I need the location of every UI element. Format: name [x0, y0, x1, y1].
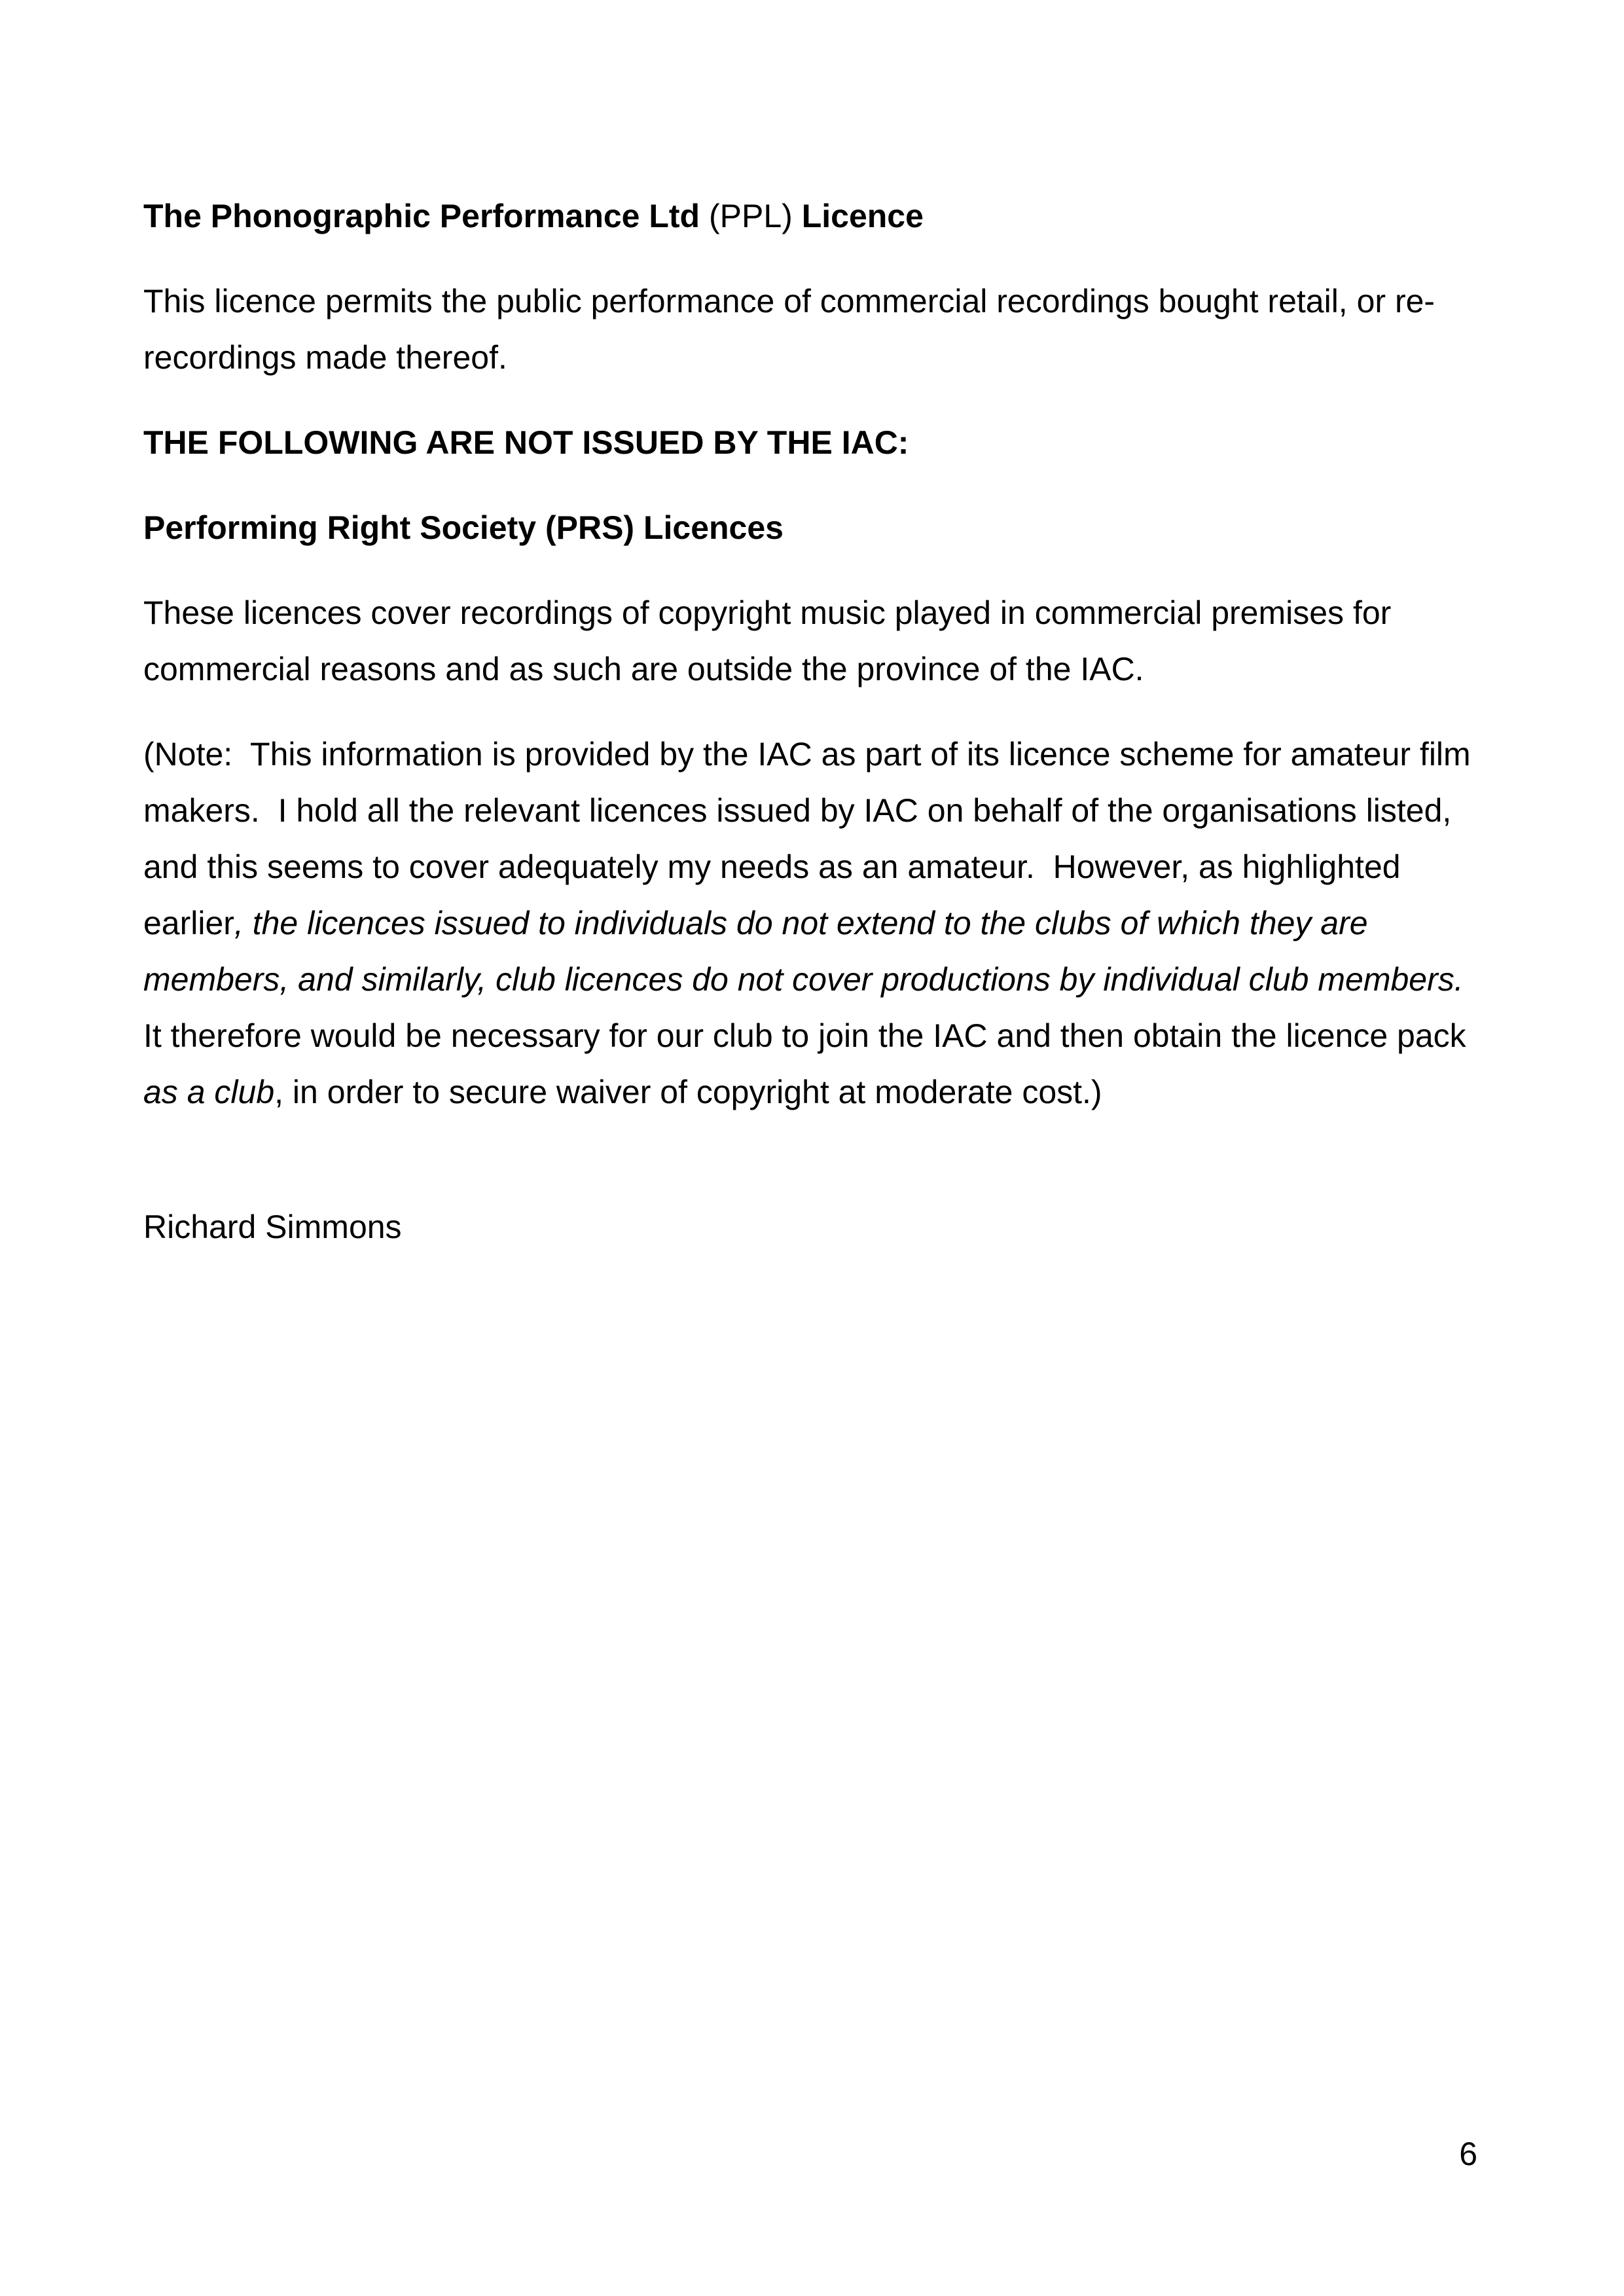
- ppl-licence-description: [143, 273, 1473, 386]
- ppl-licence-heading: [143, 188, 1473, 244]
- text-run: Richard Simmons: [143, 1209, 402, 1245]
- text-run: (PPL): [700, 198, 802, 234]
- text-run: (Note: This information is provided by the IAC as part of its licence scheme for amateur film makers. I hold all the relevant licences issued by IAC on behalf of the organisations listed, and this seems to cover adequately my needs as an amateur. However, as highlighted earlier: [143, 736, 1480, 941]
- text-run: This licence permits the public performance of commercial recordings bought retail, or re-recordings made thereof.: [143, 283, 1435, 376]
- text-run: as a club: [143, 1074, 275, 1110]
- text-run: It therefore would be necessary for our club to join the IAC and then obtain the licence pack: [143, 961, 1482, 1054]
- text-run: THE FOLLOWING ARE NOT ISSUED BY THE IAC:: [143, 424, 909, 461]
- prs-licences-description: [143, 585, 1473, 697]
- text-run: , in order to secure waiver of copyright at moderate cost.): [274, 1074, 1102, 1110]
- page-number: 6: [1459, 2136, 1477, 2172]
- text-run: The Phonographic Performance Ltd: [143, 198, 700, 234]
- text-run: These licences cover recordings of copyright music played in commercial premises for commercial reasons and as such are outside the province of the IAC.: [143, 594, 1401, 687]
- prs-licences-heading: [143, 500, 1473, 556]
- text-run: Licence: [801, 198, 924, 234]
- page-footer: [143, 2126, 1477, 2182]
- not-issued-heading: [143, 414, 1473, 471]
- document-content: [143, 188, 1482, 1284]
- text-run: Performing Right Society (PRS) Licences: [143, 509, 784, 546]
- text-run: , the licences issued to individuals do not extend to the clubs of which they are members, and similarly, club licences do not cover productions by individual club members.: [143, 905, 1464, 998]
- author-name: [143, 1199, 1473, 1255]
- note-paragraph: [143, 726, 1482, 1120]
